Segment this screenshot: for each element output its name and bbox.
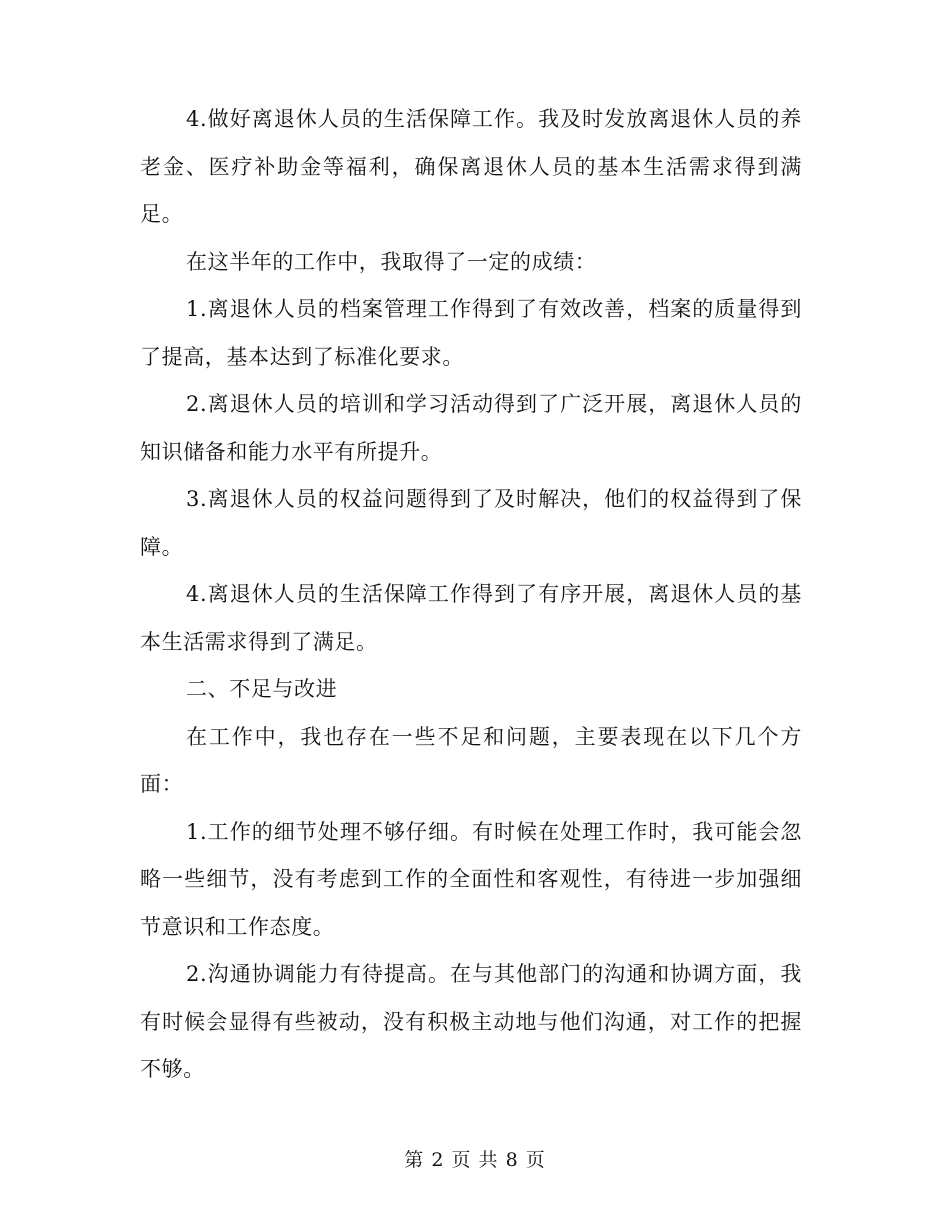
document-body bbox=[140, 96, 802, 1094]
paragraph-shortcoming-2: 2.沟通协调能力有待提高。在与其他部门的沟通和协调方面，我有时候会显得有些被动，没有积极主动地与他们沟通，对工作的把握不够。 bbox=[140, 962, 802, 1081]
paragraph-achievement-1: 1.离退休人员的档案管理工作得到了有效改善，档案的质量得到了提高，基本达到了标准化要求。 bbox=[140, 297, 802, 369]
page-label-prefix: 第 bbox=[404, 1149, 425, 1171]
section-heading-shortcomings: 二、不足与改进 bbox=[186, 677, 338, 701]
page-footer bbox=[0, 1146, 950, 1174]
page-label-suffix: 页 bbox=[525, 1149, 546, 1171]
paragraph-shortcoming-1: 1.工作的细节处理不够仔细。有时候在处理工作时，我可能会忽略一些细节，没有考虑到工作的全面性和客观性，有待进一步加强细节意识和工作态度。 bbox=[140, 819, 802, 939]
page-label-middle: 页 共 bbox=[451, 1149, 499, 1171]
paragraph-item-4-living-support: 4.做好离退休人员的生活保障工作。我及时发放离退休人员的养老金、医疗补助金等福利，确保离退休人员的基本生活需求得到满足。 bbox=[140, 107, 802, 226]
paragraph-shortcomings-intro: 在工作中，我也存在一些不足和问题，主要表现在以下几个方面： bbox=[140, 724, 802, 796]
paragraph-achievement-2: 2.离退休人员的培训和学习活动得到了广泛开展，离退休人员的知识储备和能力水平有所提升。 bbox=[140, 392, 802, 464]
paragraph-achievement-3: 3.离退休人员的权益问题得到了及时解决，他们的权益得到了保障。 bbox=[140, 487, 802, 559]
paragraph-achievement-4: 4.离退休人员的生活保障工作得到了有序开展，离退休人员的基本生活需求得到了满足。 bbox=[140, 582, 802, 654]
current-page-number: 2 bbox=[431, 1149, 445, 1171]
total-pages-number: 8 bbox=[505, 1149, 519, 1171]
paragraph-achievements-intro: 在这半年的工作中，我取得了一定的成绩： bbox=[186, 249, 597, 274]
